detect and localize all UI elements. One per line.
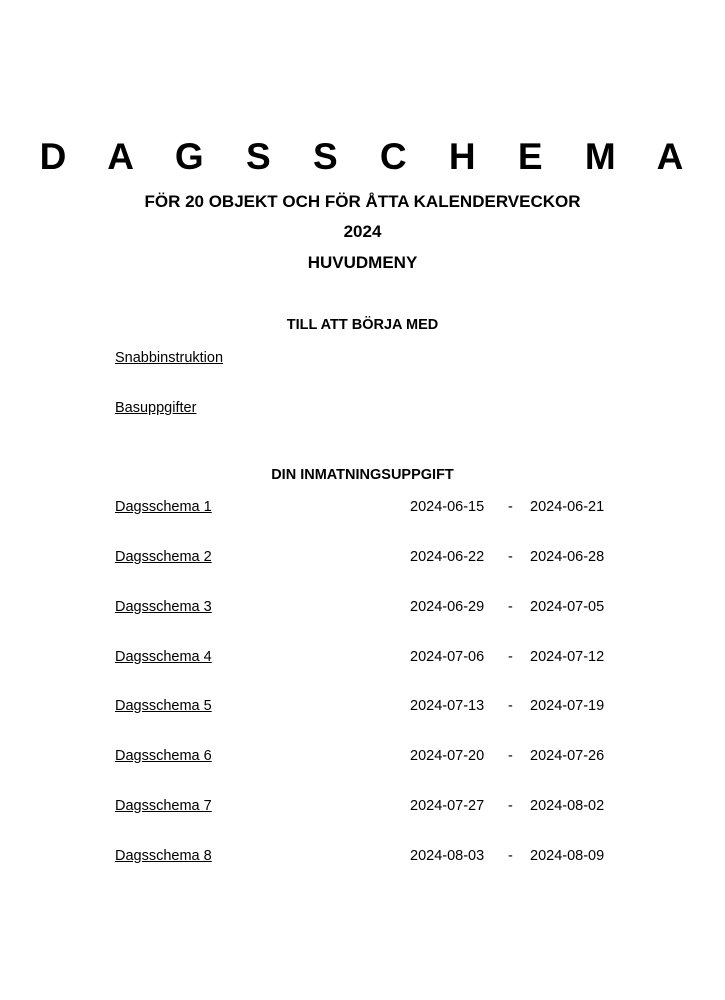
date-separator: - <box>508 499 513 515</box>
date-separator: - <box>508 649 513 665</box>
schedule-7-end-date: 2024-08-02 <box>530 798 605 814</box>
schedule-1-end-date: 2024-06-21 <box>530 499 605 515</box>
schedule-5-end-date: 2024-07-19 <box>530 698 605 714</box>
schedule-8-end-date: 2024-08-09 <box>530 848 605 864</box>
quick-instruction-link[interactable]: Snabbinstruktion <box>115 350 224 366</box>
schedule-4-end-date: 2024-07-12 <box>530 649 605 665</box>
schedule-7-start-date: 2024-07-27 <box>410 798 485 814</box>
main-menu-title: HUVUDMENY <box>307 253 418 272</box>
schedule-6-end-date: 2024-07-26 <box>530 748 605 764</box>
schedule-link-5[interactable]: Dagsschema 5 <box>115 698 212 714</box>
schedule-1-start-date: 2024-06-15 <box>410 499 485 515</box>
schedule-3-start-date: 2024-06-29 <box>410 599 485 615</box>
schedule-3-end-date: 2024-07-05 <box>530 599 605 615</box>
schedule-6-start-date: 2024-07-20 <box>410 748 485 764</box>
schedule-4-start-date: 2024-07-06 <box>410 649 485 665</box>
date-separator: - <box>508 549 513 565</box>
date-separator: - <box>508 798 513 814</box>
schedule-link-1[interactable]: Dagsschema 1 <box>115 499 212 515</box>
date-separator: - <box>508 599 513 615</box>
schedule-link-4[interactable]: Dagsschema 4 <box>115 649 212 665</box>
schedule-2-start-date: 2024-06-22 <box>410 549 485 565</box>
schedule-link-2[interactable]: Dagsschema 2 <box>115 549 212 565</box>
date-separator: - <box>508 698 513 714</box>
year-label: 2024 <box>343 222 382 241</box>
getting-started-heading: TILL ATT BÖRJA MED <box>286 317 439 333</box>
date-separator: - <box>508 848 513 864</box>
schedule-link-7[interactable]: Dagsschema 7 <box>115 798 212 814</box>
date-separator: - <box>508 748 513 764</box>
input-task-heading: DIN INMATNINGSUPPGIFT <box>271 467 454 483</box>
schedule-link-8[interactable]: Dagsschema 8 <box>115 848 212 864</box>
schedule-5-start-date: 2024-07-13 <box>410 698 485 714</box>
schedule-link-3[interactable]: Dagsschema 3 <box>115 599 212 615</box>
schedule-link-6[interactable]: Dagsschema 6 <box>115 748 212 764</box>
basic-info-link[interactable]: Basuppgifter <box>115 400 197 416</box>
page-subtitle: FÖR 20 OBJEKT OCH FÖR ÅTTA KALENDERVECKOR <box>144 192 581 211</box>
schedule-2-end-date: 2024-06-28 <box>530 549 605 565</box>
schedule-8-start-date: 2024-08-03 <box>410 848 485 864</box>
page-title: D A G S S C H E M A <box>39 136 700 177</box>
